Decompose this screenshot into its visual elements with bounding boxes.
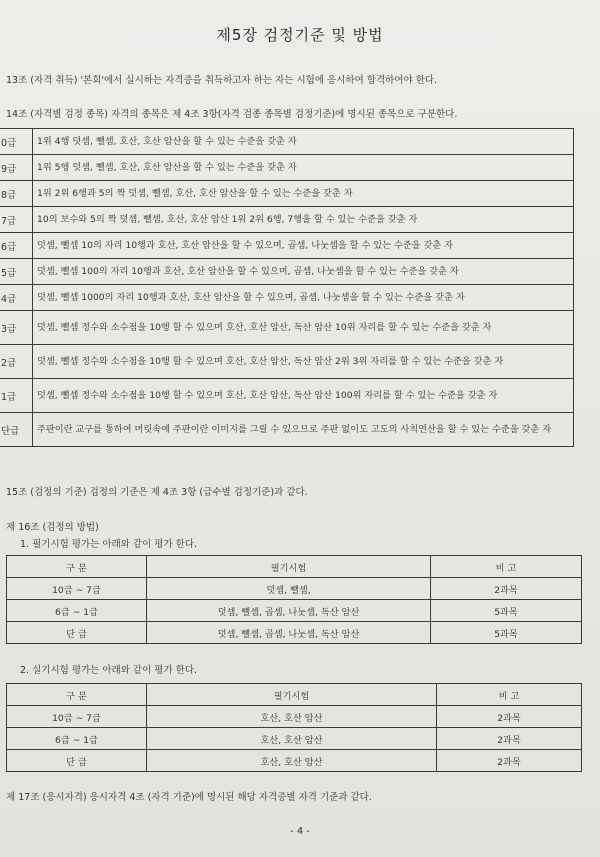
- cell-note: 2과목: [431, 578, 582, 600]
- grade-label: 4급: [0, 285, 33, 311]
- grade-description: 주판이란 교구를 통하여 머릿속에 주판이란 이미지를 그릴 수 있으므로 주판 없이도 고도의 사칙연산을 할 수 있는 수준을 갖춘 자: [33, 413, 574, 447]
- article-15: 15조 (검정의 기준) 검정의 기준은 제 4조 3항 (급수별 검정기준)과 같다.: [6, 487, 308, 498]
- cell-category: 6급 ~ 1급: [7, 600, 147, 622]
- grade-description: 1위 4행 덧셈, 뺄셈, 호산, 호산 암산을 할 수 있는 수준을 갖춘 자: [33, 129, 574, 155]
- header-note: 비 고: [431, 556, 582, 578]
- table-row: [7, 578, 582, 600]
- grade-label: 6급: [0, 233, 33, 259]
- grade-label: 7급: [0, 207, 33, 233]
- table-row: [0, 233, 574, 259]
- grade-label: 5급: [0, 259, 33, 285]
- header-note: 비 고: [437, 684, 582, 706]
- grade-description: 10의 보수와 5의 짝 덧셈, 뺄셈, 호산, 호산 암산 1위 2위 6행, 7행을 할 수 있는 수준을 갖춘 자: [33, 207, 574, 233]
- article-16: 제 16조 (검정의 방법): [6, 522, 99, 533]
- grade-description: 덧셈, 뺄셈 정수와 소수점을 10행 할 수 있으며 호산, 호산 암산, 독산 암산 10위 자리를 할 수 있는 수준을 갖춘 자: [33, 311, 574, 345]
- cell-note: 5과목: [431, 622, 582, 644]
- table-row: [0, 379, 574, 413]
- cell-note: 5과목: [431, 600, 582, 622]
- cell-subjects: 호산, 호산 암산: [147, 750, 437, 772]
- article-17: 제 17조 (응시자격) 응시자격 4조 (자격 기준)에 명시된 해당 자격증별 자격 기준과 같다.: [6, 792, 372, 803]
- table-row: [0, 207, 574, 233]
- grade-label: 0급: [0, 129, 33, 155]
- table-header-row: [7, 684, 582, 706]
- grade-description: 덧셈, 뺄셈 10의 자리 10행과 호산, 호산 암산을 할 수 있으며, 곱셈, 나눗셈을 할 수 있는 수준을 갖춘 자: [33, 233, 574, 259]
- cell-subjects: 덧셈, 뺄셈, 곱셈, 나눗셈, 독산 암산: [147, 600, 431, 622]
- table-row: [7, 706, 582, 728]
- grade-description: 덧셈, 뺄셈 1000의 자리 10행과 호산, 호산 암산을 할 수 있으며, 곱셈, 나눗셈을 할 수 있는 수준을 갖춘 자: [33, 285, 574, 311]
- article-13: 13조 (자격 취득) '본회'에서 실시하는 자격증을 취득하고자 하는 자는 시험에 응시하여 합격하여야 한다.: [6, 75, 438, 86]
- table-row: [7, 728, 582, 750]
- article-14: 14조 (자격별 검정 종목) 자격의 종목은 제 4조 3항(자격 검종 종목별 검정기준)에 명시된 종목으로 구분한다.: [6, 109, 458, 120]
- page-title: 제5장 검정기준 및 방법: [216, 26, 384, 44]
- table-row: [0, 155, 574, 181]
- grade-label: 단급: [0, 413, 33, 447]
- header-category: 구 분: [7, 684, 147, 706]
- cell-subjects: 호산, 호산 암산: [147, 706, 437, 728]
- written-exam-intro: 1. 필기시험 평가는 아래와 같이 평가 한다.: [20, 539, 198, 550]
- table-row: [7, 622, 582, 644]
- grade-description: 1위 2위 6행과 5의 짝 덧셈, 뺄셈, 호산, 호산 암산을 할 수 있는 수준을 갖춘 자: [33, 181, 574, 207]
- header-category: 구 분: [7, 556, 147, 578]
- grade-label: 9급: [0, 155, 33, 181]
- cell-note: 2과목: [437, 706, 582, 728]
- grade-criteria-table: [0, 128, 574, 447]
- header-exam: 필기시험: [147, 684, 437, 706]
- grade-label: 8급: [0, 181, 33, 207]
- grade-description: 덧셈, 뺄셈 정수와 소수점을 10행 할 수 있으며 호산, 호산 암산, 독산 암산 100위 자리를 할 수 있는 수준을 갖춘 자: [33, 379, 574, 413]
- cell-category: 6급 ~ 1급: [7, 728, 147, 750]
- grade-label: 2급: [0, 345, 33, 379]
- grade-label: 3급: [0, 311, 33, 345]
- practical-exam-intro: 2. 실기시험 평가는 아래와 같이 평가 한다.: [20, 665, 198, 676]
- table-row: [0, 129, 574, 155]
- cell-subjects: 덧셈, 뺄셈, 곱셈, 나눗셈, 독산 암산: [147, 622, 431, 644]
- table-header-row: [7, 556, 582, 578]
- table-row: [0, 345, 574, 379]
- table-row: [7, 600, 582, 622]
- table-row: [0, 413, 574, 447]
- grade-label: 1급: [0, 379, 33, 413]
- cell-subjects: 호산, 호산 암산: [147, 728, 437, 750]
- table-row: [0, 181, 574, 207]
- cell-category: 10급 ~ 7급: [7, 706, 147, 728]
- cell-note: 2과목: [437, 728, 582, 750]
- written-exam-table: [6, 555, 582, 644]
- table-row: [0, 311, 574, 345]
- table-row: [0, 285, 574, 311]
- table-row: [7, 750, 582, 772]
- practical-exam-table: [6, 683, 582, 772]
- header-exam: 필기시험: [147, 556, 431, 578]
- page-number: - 4 -: [290, 826, 310, 837]
- grade-description: 덧셈, 뺄셈 정수와 소수점을 10행 할 수 있으며 호산, 호산 암산, 독산 암산 2위 3위 자리를 할 수 있는 수준을 갖춘 자: [33, 345, 574, 379]
- cell-category: 단 급: [7, 750, 147, 772]
- grade-description: 1위 5행 덧셈, 뺄셈, 호산, 호산 암산을 할 수 있는 수준을 갖춘 자: [33, 155, 574, 181]
- cell-note: 2과목: [437, 750, 582, 772]
- cell-category: 단 급: [7, 622, 147, 644]
- cell-subjects: 덧셈, 뺄셈,: [147, 578, 431, 600]
- cell-category: 10급 ~ 7급: [7, 578, 147, 600]
- table-row: [0, 259, 574, 285]
- grade-description: 덧셈, 뺄셈 100의 자리 10행과 호산, 호산 암산을 할 수 있으며, 곱셈, 나눗셈을 할 수 있는 수준을 갖춘 자: [33, 259, 574, 285]
